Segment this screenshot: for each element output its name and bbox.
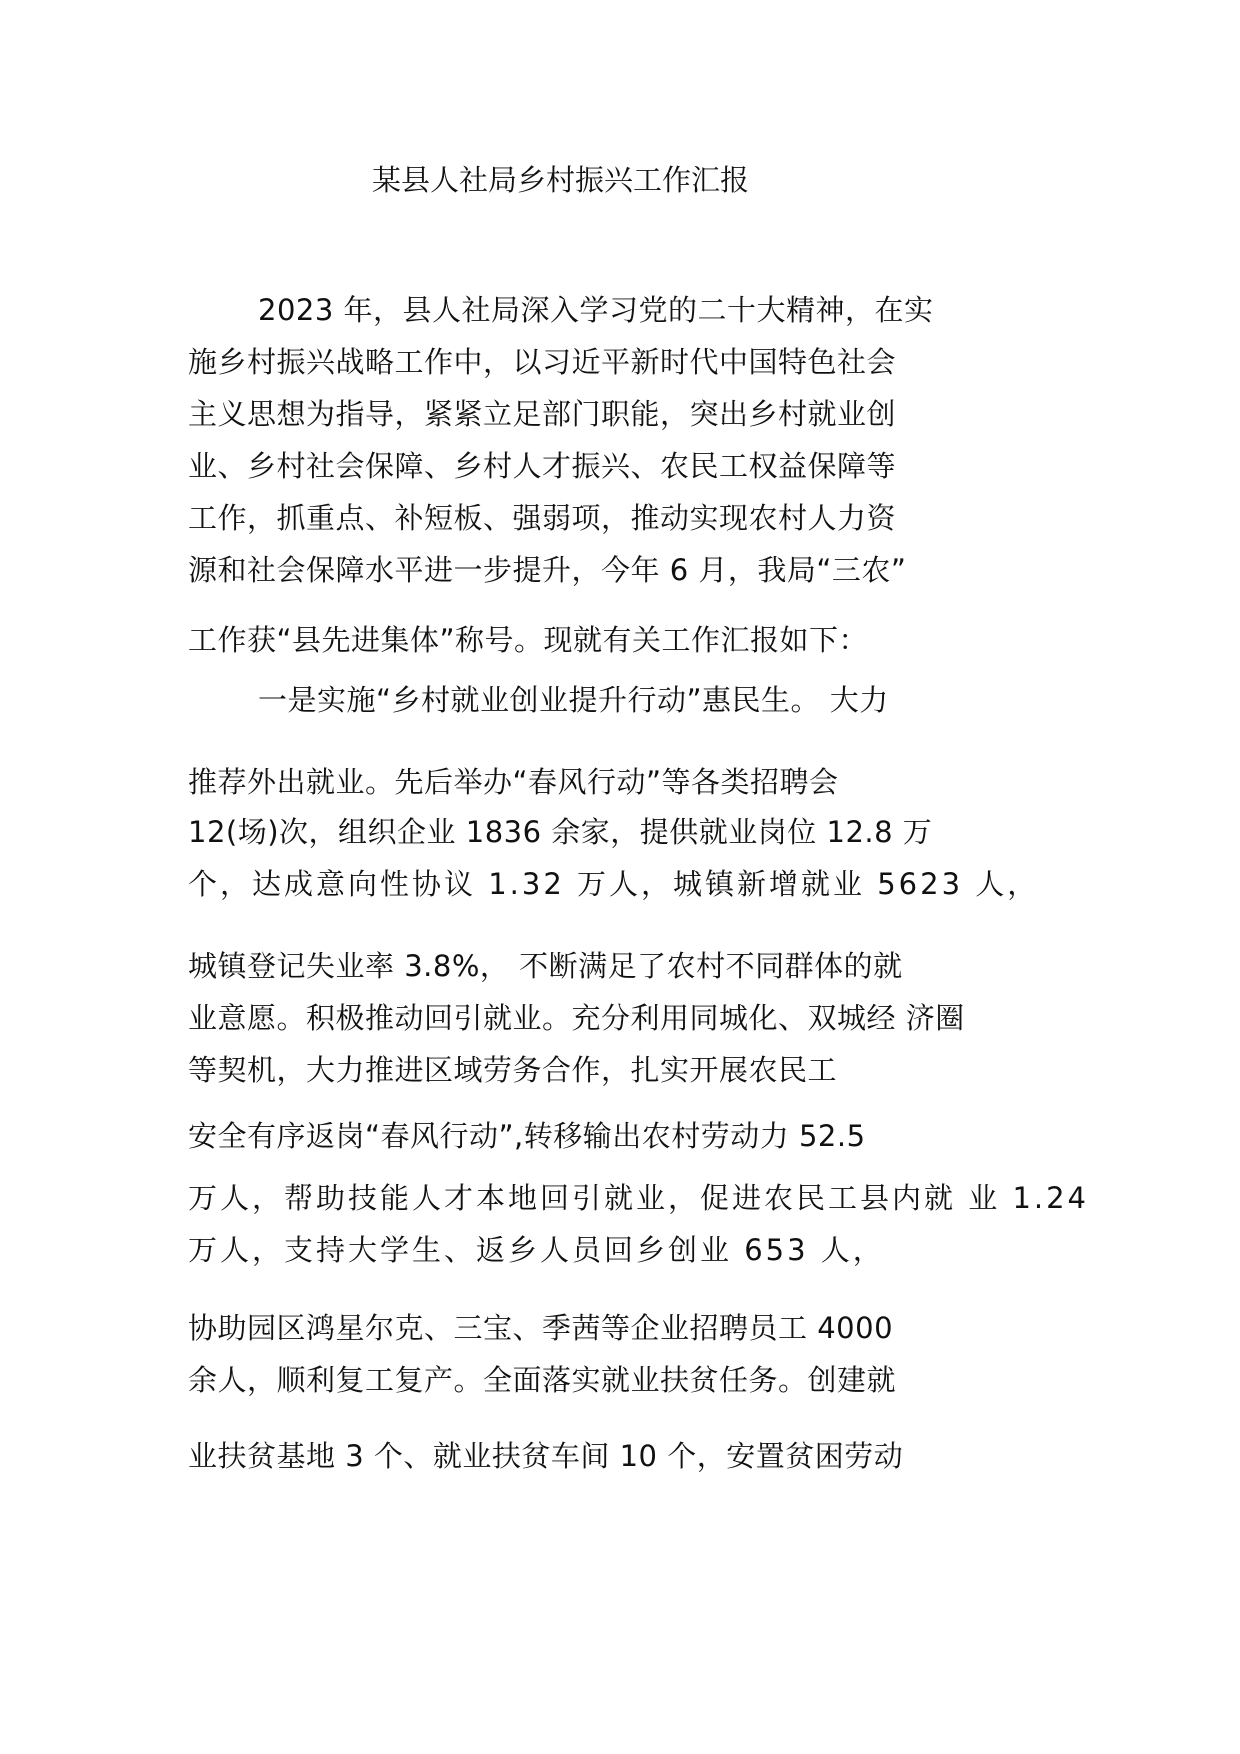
body-line-9: 推荐外出就业。先后举办“春风行动”等各类招聘会 [188,765,839,799]
body-line-14: 等契机，大力推进区域劳务合作，扎实开展农民工 [188,1053,838,1087]
body-line-1: 2023 年，县人社局深入学习党的二十大精神，在实 [258,293,934,327]
body-line-10: 12(场)次，组织企业 1836 余家，提供就业岗位 12.8 万 [188,815,933,849]
body-line-11: 个，达成意向性协议 1.32 万人，城镇新增就业 5623 人， [188,867,1040,901]
body-line-12: 城镇登记失业率 3.8%， 不断满足了农村不同群体的就 [188,949,903,983]
body-line-15: 安全有序返岗“春风行动”,转移输出农村劳动力 52.5 [188,1119,866,1153]
body-line-8: 一是实施“乡村就业创业提升行动”惠民生。 大力 [258,683,889,717]
body-line-5: 工作，抓重点、补短板、强弱项，推动实现农村人力资 [188,501,897,535]
body-line-19: 余人，顺利复工复产。全面落实就业扶贫任务。创建就 [188,1363,897,1397]
body-line-3: 主义思想为指导，紧紧立足部门职能，突出乡村就业创 [188,397,897,431]
body-line-13: 业意愿。积极推动回引就业。充分利用同城化、双城经 济圈 [188,1001,965,1035]
body-line-2: 施乡村振兴战略工作中，以习近平新时代中国特色社会 [188,345,897,379]
document-title: 某县人社局乡村振兴工作汇报 [372,163,750,197]
body-line-17: 万人，支持大学生、返乡人员回乡创业 653 人， [188,1233,885,1267]
body-line-7: 工作获“县先进集体”称号。现就有关工作汇报如下： [188,623,869,657]
body-line-16: 万人，帮助技能人才本地回引就业，促进农民工县内就 业 1.24 [188,1181,1090,1215]
body-line-6: 源和社会保障水平进一步提升，今年 6 月，我局“三农” [188,553,907,587]
body-line-20: 业扶贫基地 3 个、就业扶贫车间 10 个，安置贫困劳动 [188,1439,904,1473]
body-line-4: 业、乡村社会保障、乡村人才振兴、农民工权益保障等 [188,449,897,483]
body-line-18: 协助园区鸿星尔克、三宝、季茜等企业招聘员工 4000 [188,1311,894,1345]
